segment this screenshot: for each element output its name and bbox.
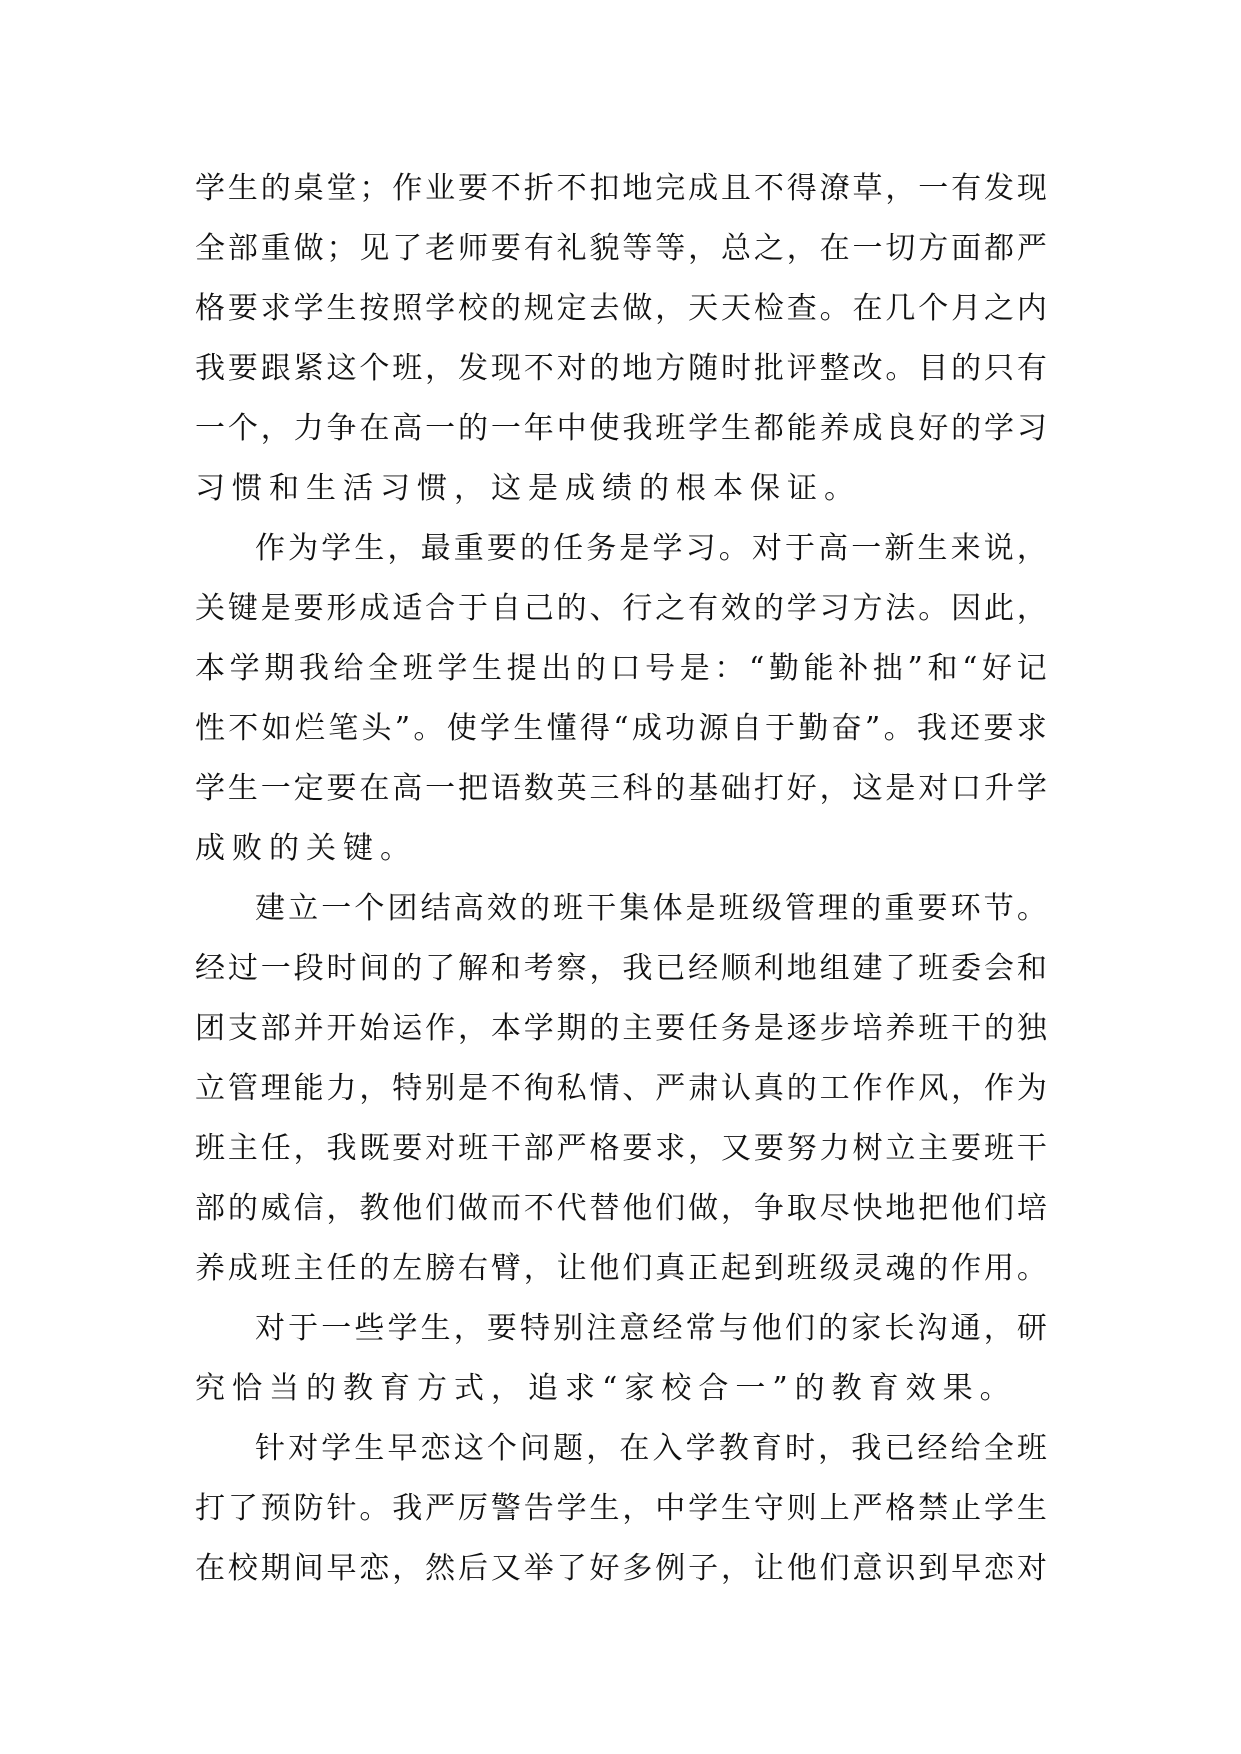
text-line: 学 生 一 定 要 在 高 一 把 语 数 英 三 科 的 基 础 打 好 ， 这 是 对 口 升 学	[195, 771, 1047, 806]
text-line: 部 的 威 信 ， 教 他 们 做 而 不 代 替 他 们 做 ， 争 取 尽 快 地 把 他 们 培	[195, 1191, 1047, 1226]
text-line: 建 立 一 个 团 结 高 效 的 班 干 集 体 是 班 级 管 理 的 重 要 环 节 。	[255, 891, 1047, 926]
text-line: 打 了 预 防 针 。 我 严 厉 警 告 学 生 ， 中 学 生 守 则 上 严 格 禁 止 学 生	[195, 1491, 1047, 1526]
text-line: 学 生 的 桌 堂 ； 作 业 要 不 折 不 扣 地 完 成 且 不 得 潦 草 ， 一 有 发 现	[195, 171, 1047, 206]
text-line: 班 主 任 ， 我 既 要 对 班 干 部 严 格 要 求 ， 又 要 努 力 树 立 主 要 班 干	[195, 1131, 1047, 1166]
text-line: 关 键 是 要 形 成 适 合 于 自 己 的 、 行 之 有 效 的 学 习 方 法 。 因 此 ，	[195, 591, 1047, 626]
text-line: 针 对 学 生 早 恋 这 个 问 题 ， 在 入 学 教 育 时 ， 我 已 经 给 全 班	[255, 1431, 1047, 1466]
text-line: 全 部 重 做 ； 见 了 老 师 要 有 礼 貌 等 等 ， 总 之 ， 在 一 切 方 面 都 严	[195, 231, 1047, 266]
text-line: 团 支 部 并 开 始 运 作 ， 本 学 期 的 主 要 任 务 是 逐 步 培 养 班 干 的 独	[195, 1011, 1047, 1046]
text-line: 养 成 班 主 任 的 左 膀 右 臂 ， 让 他 们 真 正 起 到 班 级 灵 魂 的 作 用 。	[195, 1251, 1047, 1286]
text-line: 格 要 求 学 生 按 照 学 校 的 规 定 去 做 ， 天 天 检 查 。 在 几 个 月 之 内	[195, 291, 1047, 326]
body-text	[195, 159, 1047, 1599]
text-line: 习惯和生活习惯，这是成绩的根本保证。	[195, 471, 861, 506]
text-line: 作 为 学 生 ， 最 重 要 的 任 务 是 学 习 。 对 于 高 一 新 生 来 说 ，	[255, 531, 1047, 566]
text-line: 究恰当的教育方式，追求“家校合一”的教育效果。	[195, 1371, 1017, 1406]
text-line: 在 校 期 间 早 恋 ， 然 后 又 举 了 好 多 例 子 ， 让 他 们 意 识 到 早 恋 对	[195, 1551, 1047, 1586]
text-line: 立 管 理 能 力 ， 特 别 是 不 徇 私 情 、 严 肃 认 真 的 工 作 作 风 ， 作 为	[195, 1071, 1047, 1106]
text-line: 成败的关键。	[195, 831, 417, 866]
text-line: 一 个 ， 力 争 在 高 一 的 一 年 中 使 我 班 学 生 都 能 养 成 良 好 的 学 习	[195, 411, 1047, 446]
text-line: 性 不 如 烂 笔 头 ” 。 使 学 生 懂 得 “ 成 功 源 自 于 勤 奋 ” 。 我 还 要 求	[195, 711, 1047, 746]
text-line: 我 要 跟 紧 这 个 班 ， 发 现 不 对 的 地 方 随 时 批 评 整 改 。 目 的 只 有	[195, 351, 1047, 386]
text-line: 经 过 一 段 时 间 的 了 解 和 考 察 ， 我 已 经 顺 利 地 组 建 了 班 委 会 和	[195, 951, 1047, 986]
text-line: 本 学 期 我 给 全 班 学 生 提 出 的 口 号 是 ： “ 勤 能 补 拙 ” 和 “ 好 记	[195, 651, 1047, 686]
text-line: 对 于 一 些 学 生 ， 要 特 别 注 意 经 常 与 他 们 的 家 长 沟 通 ， 研	[255, 1311, 1047, 1346]
